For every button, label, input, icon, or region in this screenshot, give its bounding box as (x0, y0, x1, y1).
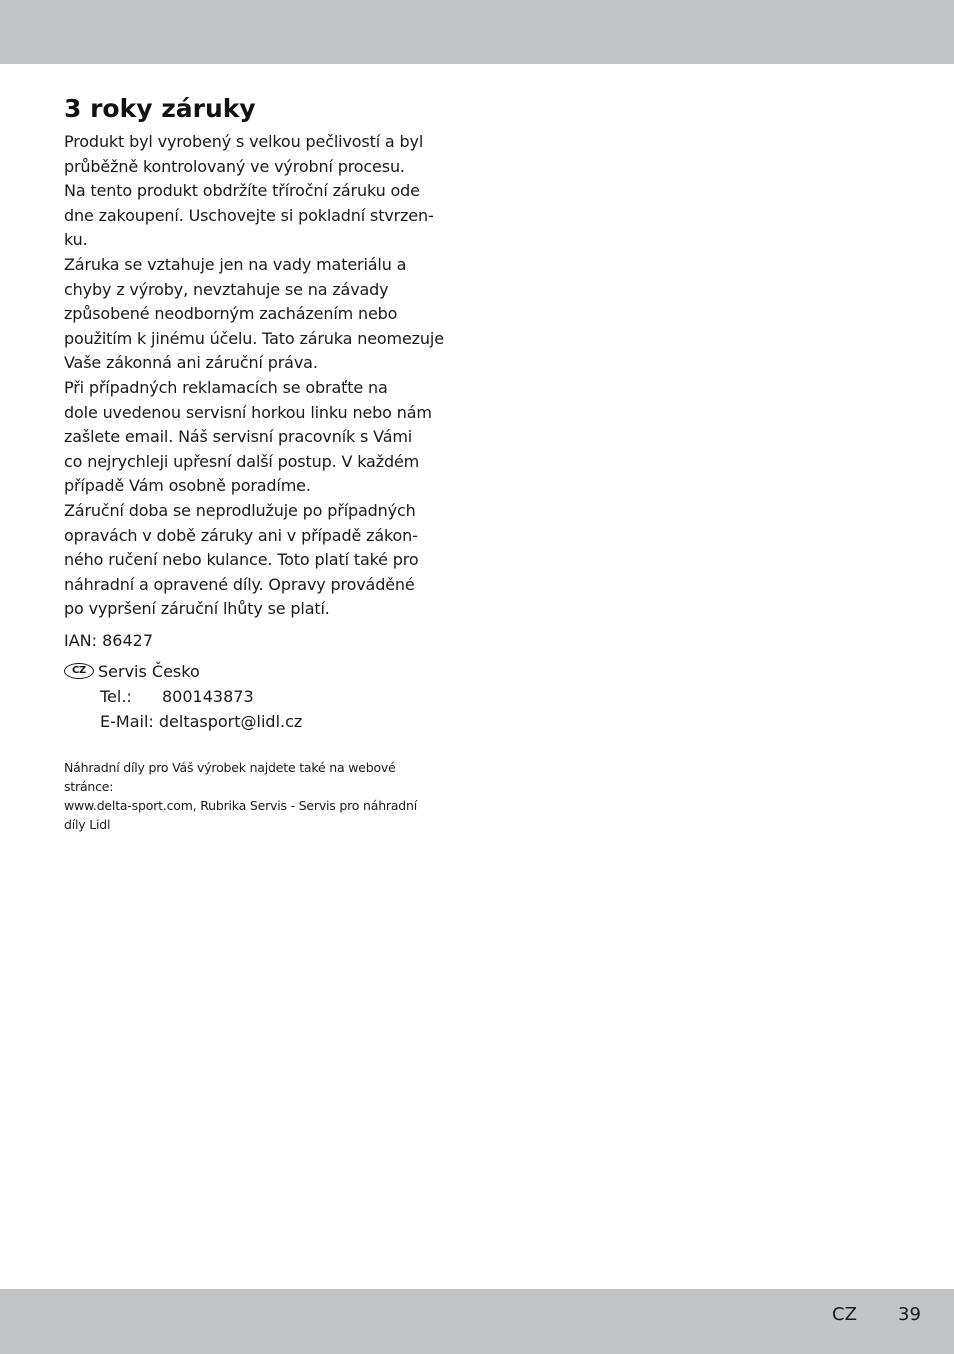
paragraph-intro: Produkt byl vyrobený s velkou pečlivostí a byl průběžně kontrolovaný ve výrobní procesu. Na tento produkt obdržíte tříroční záruku ode dne zakoupení. Uschovejte si pokladní stvrzen- ku. (64, 132, 434, 250)
service-contact (64, 659, 454, 734)
service-tel-row (64, 684, 454, 709)
header-band (0, 0, 954, 64)
paragraph-coverage: Záruka se vztahuje jen na vady materiálu a chyby z výroby, nevztahuje se na závady způsobené neodborným zacházením nebo použitím k jinému účelu. Tato záruka neomezuje Vaše zákonná ani záruční práva. (64, 254, 444, 373)
page-title: 3 roky záruky (64, 94, 256, 123)
footer-band (0, 1289, 954, 1354)
paragraph-claims: Při případných reklamacích se obraťte na dole uvedenou servisní horkou linku nebo nám zašlete email. Náš servisní pracovník s Vámi co nejrychleji upřesní další postup. V každém případě Vám osobně poradíme. (64, 377, 432, 496)
email-value[interactable]: deltasport@lidl.cz (158, 711, 303, 731)
service-name-row (64, 659, 454, 684)
warranty-section (64, 92, 454, 834)
tel-label: Tel.: (100, 686, 132, 706)
email-label: E-Mail: (100, 711, 154, 731)
service-name: Servis Česko (98, 661, 200, 681)
ian-number: IAN: 86427 (64, 630, 154, 650)
country-cz-icon: CZ (64, 663, 94, 679)
service-email-row (64, 709, 454, 734)
paragraph-period: Záruční doba se neprodlužuje po případných opravách v době záruky ani v případě zákon- ného ručení nebo kulance. Toto platí také pro náhradní a opravené díly. Opravy prováděné po vypršení záruční lhůty se platí. (64, 500, 419, 619)
footer-language: CZ (832, 1304, 857, 1325)
spare-parts-note: Náhradní díly pro Váš výrobek najdete také na webové stránce: www.delta-sport.com, Rubrika Servis - Servis pro náhradní díly Lidl (64, 759, 418, 832)
tel-value: 800143873 (162, 686, 254, 706)
footer-page-number: 39 (898, 1304, 921, 1325)
